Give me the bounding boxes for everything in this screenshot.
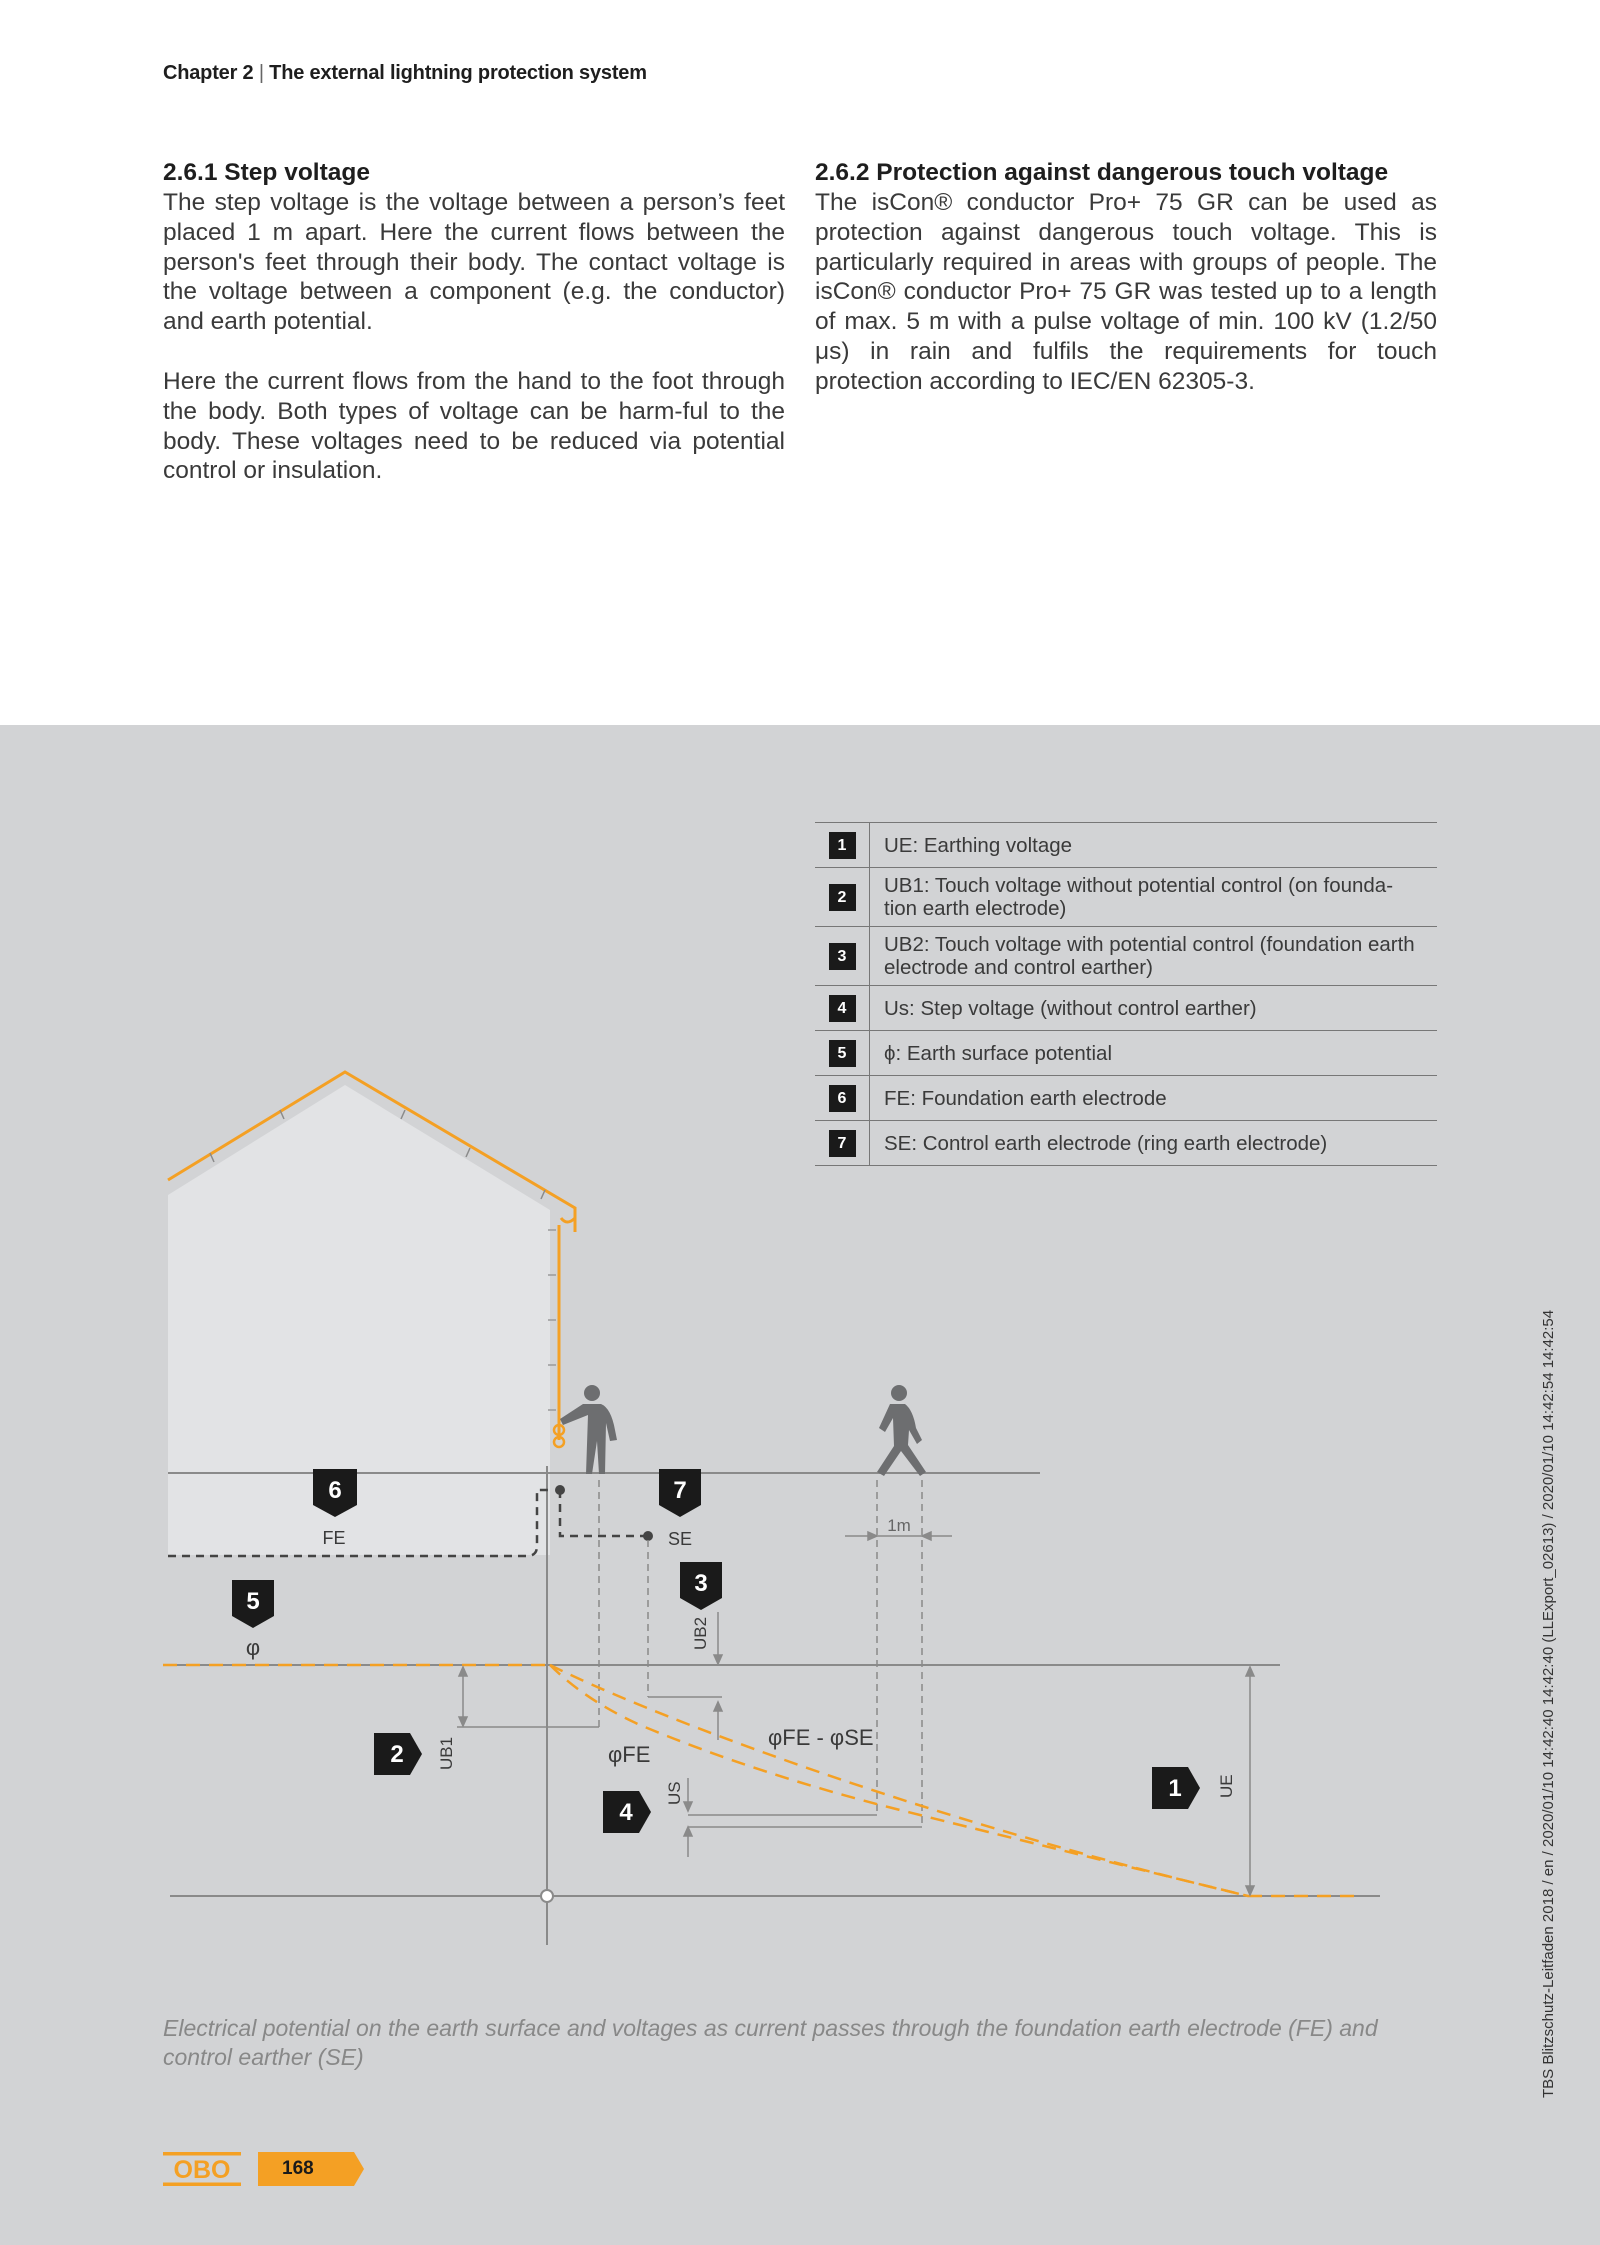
legend-text: FE: Foundation earth electrode [884,1086,1167,1110]
side-print-info: TBS Blitzschutz-Leitfaden 2018 / en / 2020/01/10 14:42:40 14:42:40 (LLExport_02613) / 2020/01/10 14:42:54 14:42:54 [1540,1309,1557,2098]
svg-text:2: 2 [390,1741,404,1768]
legend-text: SE: Control earth electrode (ring earth electrode) [884,1131,1328,1155]
label-ub1: UB1 [437,1736,456,1770]
legend-text: UE: Earthing voltage [884,833,1073,857]
legend-text: UB1: Touch voltage without potential control (on founda-tion earth electrode) [884,874,1394,920]
chapter-title: The external lightning protection system [269,62,647,84]
legend-number: 7 [815,1121,870,1165]
label-ub2: UB2 [691,1616,710,1650]
label-fe: FE [322,1528,346,1548]
legend-number: 6 [815,1076,870,1120]
legend-number: 5 [815,1031,870,1075]
header-separator: | [258,62,264,84]
potential-curve-fe [550,1665,1248,1896]
legend-text: ϕ: Earth surface potential [884,1041,1112,1065]
label-se: SE [667,1529,693,1549]
svg-text:6: 6 [328,1477,342,1504]
chapter-number: Chapter 2 [163,62,254,84]
paragraph: Here the current flows from the hand to the foot through the body. Both types of voltage can be harm-ful to the body. These voltages need to be reduced via potential control or insulation. [163,367,785,485]
legend-number: 1 [815,823,870,867]
label-phi: φ [245,1635,261,1660]
svg-text:5: 5 [246,1588,260,1615]
label-1m: 1m [887,1516,911,1535]
page-number-tab [258,2152,364,2186]
svg-text:4: 4 [619,1799,633,1826]
svg-text:3: 3 [694,1570,708,1597]
label-ue: UE [1217,1774,1236,1798]
marker-2 [374,1733,422,1775]
origin-point [541,1890,553,1902]
svg-text:1: 1 [1168,1775,1182,1802]
dimension-lines [457,1532,1254,1895]
section-heading: 2.6.1 Step voltage [163,159,370,186]
paragraph: The isCon® conductor Pro+ 75 GR can be used as protection against dangerous touch voltage. This is particularly required in areas with groups of people. The isCon® conductor Pro+ 75 GR was tested up to a length of max. 5 m with a pulse voltage of min. 100 kV (1.2/50 μs) in rain and fulfils the requirements for touch protection according to IEC/EN 62305-3. [815,189,1437,395]
person-touching-icon [560,1385,617,1474]
legend-text: UB2: Touch voltage with potential control (foundation earth electrode and control earther) [884,933,1415,979]
svg-text:7: 7 [673,1477,687,1504]
legend-text: Us: Step voltage (without control earther) [884,996,1257,1020]
potential-curve-fe-se [550,1665,1248,1896]
paragraph: The step voltage is the voltage between a person’s feet placed 1 m apart. Here the current flows between the person's feet through their body. The contact voltage is the voltage between a component (e.g. the conductor) and earth potential. [163,189,785,336]
legend-number: 3 [815,927,870,985]
marker-1 [1152,1767,1200,1809]
label-phi-fe-se: φFE - φSE [768,1725,874,1750]
person-walking-icon [877,1385,926,1476]
marker-5 [232,1580,274,1628]
section-heading: 2.6.2 Protection against dangerous touch voltage [815,159,1389,186]
legend-number: 2 [815,868,870,926]
marker-4 [603,1791,651,1833]
svg-text:OBO: OBO [173,2156,231,2184]
control-earth-electrode [560,1490,648,1536]
page-number: 168 [282,2158,314,2179]
house-shape [168,1085,550,1555]
marker-7 [659,1469,701,1517]
label-phi-fe: φFE [608,1742,651,1767]
marker-3 [680,1562,722,1610]
figure-caption: Electrical potential on the earth surface and voltages as current passes through the foundation earth electrode (FE) and control earther (SE) [163,2015,1378,2070]
label-us: US [665,1781,684,1805]
obo-logo [163,2152,241,2186]
legend-number: 4 [815,986,870,1030]
